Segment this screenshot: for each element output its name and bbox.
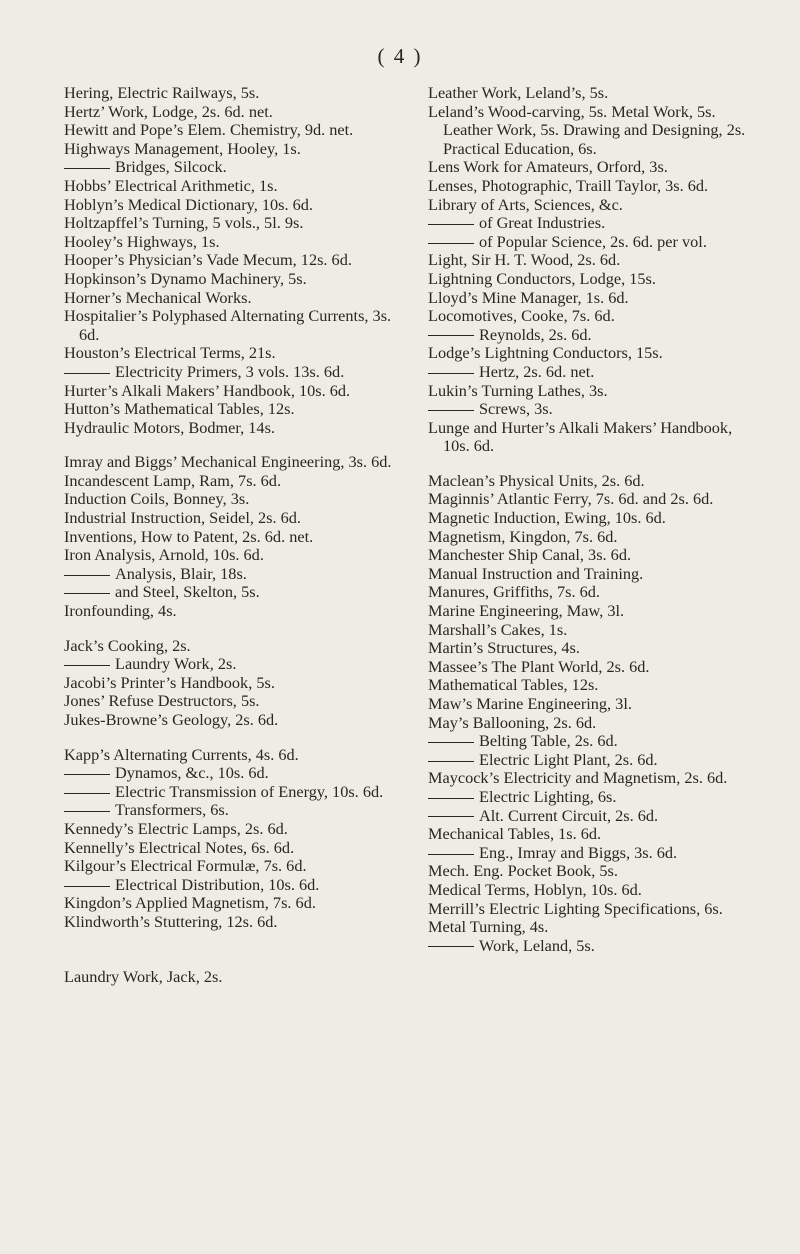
catalogue-entry bbox=[64, 233, 394, 252]
catalogue-entry bbox=[428, 639, 762, 658]
catalogue-entry bbox=[428, 565, 762, 584]
entry-text: Maclean’s Physical Units, 2s. 6d. bbox=[428, 470, 645, 490]
ditto-dash bbox=[428, 761, 474, 762]
catalogue-entry bbox=[428, 509, 762, 528]
page-number: ( 4 ) bbox=[377, 44, 423, 68]
catalogue-entry bbox=[428, 251, 762, 270]
entry-text: Maw’s Marine Engineering, 3l. bbox=[428, 694, 632, 713]
ditto-dash bbox=[428, 373, 474, 374]
entry-text: Mechanical Tables, 1s. 6d. bbox=[428, 824, 602, 844]
catalogue-entry bbox=[64, 251, 394, 270]
entry-text: Hospitalier’s Polyphased Alternating Currents, 3s. 6d. bbox=[64, 306, 392, 344]
entry-text: Mathematical Tables, 12s. bbox=[428, 675, 599, 695]
ditto-dash bbox=[64, 811, 110, 812]
entry-text: Iron Analysis, Arnold, 10s. 6d. bbox=[64, 545, 264, 565]
entry-text: Manures, Griffiths, 7s. 6d. bbox=[428, 582, 600, 602]
entry-text: Belting Table, 2s. 6d. bbox=[479, 731, 618, 751]
catalogue-entry bbox=[428, 158, 762, 177]
entry-text: Lloyd’s Mine Manager, 1s. 6d. bbox=[428, 287, 629, 307]
catalogue-entry bbox=[428, 382, 762, 401]
entry-text: Houston’s Electrical Terms, 21s. bbox=[64, 343, 276, 363]
catalogue-entry bbox=[64, 783, 394, 802]
entry-text: Manual Instruction and Training. bbox=[428, 563, 644, 583]
entry-text: Magnetic Induction, Ewing, 10s. 6d. bbox=[428, 508, 666, 528]
catalogue-entry bbox=[428, 918, 762, 937]
catalogue-entry bbox=[64, 711, 394, 730]
catalogue-entry bbox=[428, 825, 762, 844]
entry-text: Lunge and Hurter’s Alkali Makers’ Handbook, 10s. 6d. bbox=[428, 417, 733, 456]
ditto-dash bbox=[64, 793, 110, 794]
ditto-dash bbox=[428, 816, 474, 817]
entry-text: Industrial Instruction, Seidel, 2s. 6d. bbox=[64, 508, 301, 528]
catalogue-entry bbox=[64, 196, 394, 215]
ditto-dash bbox=[428, 410, 474, 411]
entry-text: Electric Transmission of Energy, 10s. 6d. bbox=[115, 781, 384, 801]
ditto-dash bbox=[64, 373, 110, 374]
catalogue-entry bbox=[428, 103, 762, 159]
entry-text: and Steel, Skelton, 5s. bbox=[115, 582, 260, 602]
catalogue-entry bbox=[64, 637, 394, 656]
right-column bbox=[428, 84, 762, 955]
entry-text: Lenses, Photographic, Traill Taylor, 3s. 6d. bbox=[428, 175, 709, 195]
entry-text: Hoblyn’s Medical Dictionary, 10s. 6d. bbox=[64, 194, 314, 214]
catalogue-entry bbox=[428, 676, 762, 695]
catalogue-entry bbox=[428, 490, 762, 509]
entry-text: Hurter’s Alkali Makers’ Handbook, 10s. 6d. bbox=[64, 380, 351, 400]
ditto-dash bbox=[428, 946, 474, 947]
catalogue-entry bbox=[64, 158, 394, 177]
catalogue-entry bbox=[64, 140, 394, 159]
catalogue-entry bbox=[428, 807, 762, 826]
catalogue-entry bbox=[428, 233, 762, 252]
entry-text: Dynamos, &c., 10s. 6d. bbox=[115, 763, 269, 783]
catalogue-entry bbox=[428, 528, 762, 547]
entry-text: Medical Terms, Hoblyn, 10s. 6d. bbox=[428, 879, 642, 899]
entry-text: Light, Sir H. T. Wood, 2s. 6d. bbox=[428, 250, 621, 270]
entry-text: Transformers, 6s. bbox=[115, 800, 229, 820]
entry-text: Hertz, 2s. 6d. net. bbox=[479, 361, 595, 381]
catalogue-entry bbox=[428, 289, 762, 308]
catalogue-entry bbox=[428, 84, 762, 103]
catalogue-entry bbox=[428, 196, 762, 215]
entry-text: Marshall’s Cakes, 1s. bbox=[428, 619, 568, 639]
entry-text: Eng., Imray and Biggs, 3s. 6d. bbox=[479, 842, 678, 862]
catalogue-entry bbox=[64, 289, 394, 308]
entry-text: Kapp’s Alternating Currents, 4s. 6d. bbox=[64, 744, 299, 764]
entry-text: Electrical Distribution, 10s. 6d. bbox=[115, 874, 320, 894]
catalogue-entry bbox=[64, 363, 394, 382]
catalogue-entry bbox=[428, 658, 762, 677]
catalogue-entry bbox=[64, 490, 394, 509]
entry-text: Merrill’s Electric Lighting Specifications, 6s. bbox=[428, 898, 723, 918]
catalogue-entry bbox=[64, 528, 394, 547]
entry-text: Laundry Work, Jack, 2s. bbox=[64, 966, 223, 986]
catalogue-entry bbox=[428, 400, 762, 419]
entry-text: Lightning Conductors, Lodge, 15s. bbox=[428, 268, 656, 288]
entry-text: Work, Leland, 5s. bbox=[479, 935, 595, 955]
catalogue-entry bbox=[64, 583, 394, 602]
entry-text: Hering, Electric Railways, 5s. bbox=[64, 83, 260, 102]
entry-text: Lens Work for Amateurs, Orford, 3s. bbox=[428, 157, 668, 177]
catalogue-entry bbox=[428, 862, 762, 881]
entry-text: Induction Coils, Bonney, 3s. bbox=[64, 489, 250, 509]
catalogue-entry bbox=[428, 546, 762, 565]
catalogue-entry bbox=[64, 801, 394, 820]
entry-text: Martin’s Structures, 4s. bbox=[428, 638, 580, 658]
entry-text: Kennelly’s Electrical Notes, 6s. 6d. bbox=[64, 837, 295, 857]
entry-text: Hydraulic Motors, Bodmer, 14s. bbox=[64, 417, 275, 437]
entry-text: Horner’s Mechanical Works. bbox=[64, 287, 252, 307]
catalogue-entry bbox=[64, 453, 394, 472]
entry-text: Kilgour’s Electrical Formulæ, 7s. 6d. bbox=[64, 856, 307, 876]
catalogue-entry bbox=[64, 177, 394, 196]
entry-text: Hooley’s Highways, 1s. bbox=[64, 231, 220, 251]
entry-text: Lodge’s Lightning Conductors, 15s. bbox=[428, 343, 663, 363]
entry-text: Maginnis’ Atlantic Ferry, 7s. 6d. and 2s. 6d. bbox=[428, 489, 714, 509]
catalogue-entry bbox=[64, 270, 394, 289]
ditto-dash bbox=[64, 593, 110, 594]
catalogue-entry bbox=[64, 913, 394, 932]
ditto-dash bbox=[428, 854, 474, 855]
catalogue-entry bbox=[428, 270, 762, 289]
catalogue-entry bbox=[428, 937, 762, 956]
catalogue-entry bbox=[64, 746, 394, 765]
catalogue-entry bbox=[64, 344, 394, 363]
catalogue-entry bbox=[428, 602, 762, 621]
ditto-dash bbox=[64, 575, 110, 576]
entry-text: Alt. Current Circuit, 2s. 6d. bbox=[479, 805, 659, 825]
catalogue-entry bbox=[64, 968, 394, 987]
entry-text: Hopkinson’s Dynamo Machinery, 5s. bbox=[64, 268, 307, 288]
catalogue-entry bbox=[64, 876, 394, 895]
entry-text: Lukin’s Turning Lathes, 3s. bbox=[428, 380, 608, 400]
catalogue-entry bbox=[428, 621, 762, 640]
catalogue-entry bbox=[428, 732, 762, 751]
catalogue-entry bbox=[64, 419, 394, 438]
ditto-dash bbox=[428, 798, 474, 799]
entry-text: of Great Industries. bbox=[479, 213, 606, 233]
catalogue-entry bbox=[64, 84, 394, 103]
catalogue-entry bbox=[428, 363, 762, 382]
catalogue-entry bbox=[64, 820, 394, 839]
catalogue-entry bbox=[64, 546, 394, 565]
entry-text: Kingdon’s Applied Magnetism, 7s. 6d. bbox=[64, 893, 316, 913]
ditto-dash bbox=[428, 224, 474, 225]
entry-text: Screws, 3s. bbox=[479, 399, 553, 419]
catalogue-entry bbox=[64, 692, 394, 711]
entry-text: Reynolds, 2s. 6d. bbox=[479, 324, 592, 344]
entry-text: Electric Lighting, 6s. bbox=[479, 786, 617, 806]
entry-text: Magnetism, Kingdon, 7s. 6d. bbox=[428, 526, 618, 546]
entry-text: Jack’s Cooking, 2s. bbox=[64, 635, 191, 655]
entry-text: Electric Light Plant, 2s. 6d. bbox=[479, 749, 658, 769]
entry-text: Massee’s The Plant World, 2s. 6d. bbox=[428, 656, 650, 676]
catalogue-entry bbox=[64, 602, 394, 621]
catalogue-entry bbox=[64, 894, 394, 913]
entry-text: Leland’s Wood-carving, 5s. Metal Work, 5s. Leather Work, 5s. Drawing and Designing, 2s. Practical Education, 6s. bbox=[428, 101, 746, 158]
catalogue-entry bbox=[428, 695, 762, 714]
catalogue-entry bbox=[64, 214, 394, 233]
entry-text: Hewitt and Pope’s Elem. Chemistry, 9d. net. bbox=[64, 120, 354, 140]
catalogue-entry bbox=[428, 344, 762, 363]
catalogue-entry bbox=[428, 881, 762, 900]
entry-text: Marine Engineering, Maw, 3l. bbox=[428, 601, 625, 621]
ditto-dash bbox=[428, 335, 474, 336]
entry-text: Mech. Eng. Pocket Book, 5s. bbox=[428, 861, 618, 881]
entry-text: Hobbs’ Electrical Arithmetic, 1s. bbox=[64, 175, 278, 195]
entry-text: Electricity Primers, 3 vols. 13s. 6d. bbox=[115, 361, 345, 381]
entry-text: Inventions, How to Patent, 2s. 6d. net. bbox=[64, 526, 314, 546]
catalogue-entry bbox=[428, 583, 762, 602]
catalogue-entry bbox=[64, 307, 394, 344]
entry-text: Jukes-Browne’s Geology, 2s. 6d. bbox=[64, 710, 279, 729]
entry-text: Manchester Ship Canal, 3s. 6d. bbox=[428, 545, 632, 565]
entry-text: Kennedy’s Electric Lamps, 2s. 6d. bbox=[64, 818, 288, 838]
catalogue-entry bbox=[64, 764, 394, 783]
ditto-dash bbox=[64, 168, 110, 169]
entry-text: Laundry Work, 2s. bbox=[115, 654, 237, 674]
catalogue-entry bbox=[428, 788, 762, 807]
catalogue-entry bbox=[428, 714, 762, 733]
catalogue-entry bbox=[428, 751, 762, 770]
catalogue-entry bbox=[428, 419, 762, 456]
catalogue-entry bbox=[64, 674, 394, 693]
entry-text: Locomotives, Cooke, 7s. 6d. bbox=[428, 306, 615, 326]
catalogue-entry bbox=[428, 326, 762, 345]
catalogue-entry bbox=[64, 565, 394, 584]
catalogue-entry bbox=[64, 382, 394, 401]
catalogue-entry bbox=[64, 839, 394, 858]
entry-text: Library of Arts, Sciences, &c. bbox=[428, 194, 623, 214]
catalogue-entry bbox=[428, 307, 762, 326]
ditto-dash bbox=[64, 886, 110, 887]
entry-text: of Popular Science, 2s. 6d. per vol. bbox=[479, 231, 707, 251]
entry-text: Incandescent Lamp, Ram, 7s. 6d. bbox=[64, 470, 282, 490]
entry-text: Klindworth’s Stuttering, 12s. 6d. bbox=[64, 911, 278, 931]
entry-text: Analysis, Blair, 18s. bbox=[115, 563, 247, 583]
catalogue-entry bbox=[428, 177, 762, 196]
catalogue-entry bbox=[64, 857, 394, 876]
catalogue-entry bbox=[428, 844, 762, 863]
catalogue-entry bbox=[428, 900, 762, 919]
catalogue-entry bbox=[428, 472, 762, 491]
catalogue-entry bbox=[64, 103, 394, 122]
ditto-dash bbox=[428, 243, 474, 244]
entry-text: Imray and Biggs’ Mechanical Engineering, 3s. 6d. bbox=[64, 452, 392, 472]
entry-text: Ironfounding, 4s. bbox=[64, 601, 177, 621]
left-column bbox=[64, 84, 394, 986]
entry-text: Leather Work, Leland’s, 5s. bbox=[428, 83, 609, 102]
entry-text: Hertz’ Work, Lodge, 2s. 6d. net. bbox=[64, 101, 273, 121]
entry-text: Hutton’s Mathematical Tables, 12s. bbox=[64, 399, 295, 419]
ditto-dash bbox=[64, 665, 110, 666]
entry-text: Hooper’s Physician’s Vade Mecum, 12s. 6d. bbox=[64, 250, 352, 270]
entry-text: May’s Ballooning, 2s. 6d. bbox=[428, 712, 597, 732]
entry-text: Jones’ Refuse Destructors, 5s. bbox=[64, 691, 260, 711]
entry-text: Metal Turning, 4s. bbox=[428, 917, 549, 937]
catalogue-entry bbox=[64, 121, 394, 140]
ditto-dash bbox=[428, 742, 474, 743]
catalogue-entry bbox=[64, 400, 394, 419]
entry-text: Maycock’s Electricity and Magnetism, 2s. 6d. bbox=[428, 768, 728, 788]
catalogue-entry bbox=[64, 472, 394, 491]
ditto-dash bbox=[64, 774, 110, 775]
catalogue-entry bbox=[428, 214, 762, 233]
entry-text: Bridges, Silcock. bbox=[115, 157, 227, 177]
catalogue-entry bbox=[64, 655, 394, 674]
catalogue-entry bbox=[64, 509, 394, 528]
catalogue-entry bbox=[428, 769, 762, 788]
entry-text: Highways Management, Hooley, 1s. bbox=[64, 138, 301, 158]
entry-text: Jacobi’s Printer’s Handbook, 5s. bbox=[64, 672, 275, 692]
entry-text: Holtzapffel’s Turning, 5 vols., 5l. 9s. bbox=[64, 213, 304, 233]
